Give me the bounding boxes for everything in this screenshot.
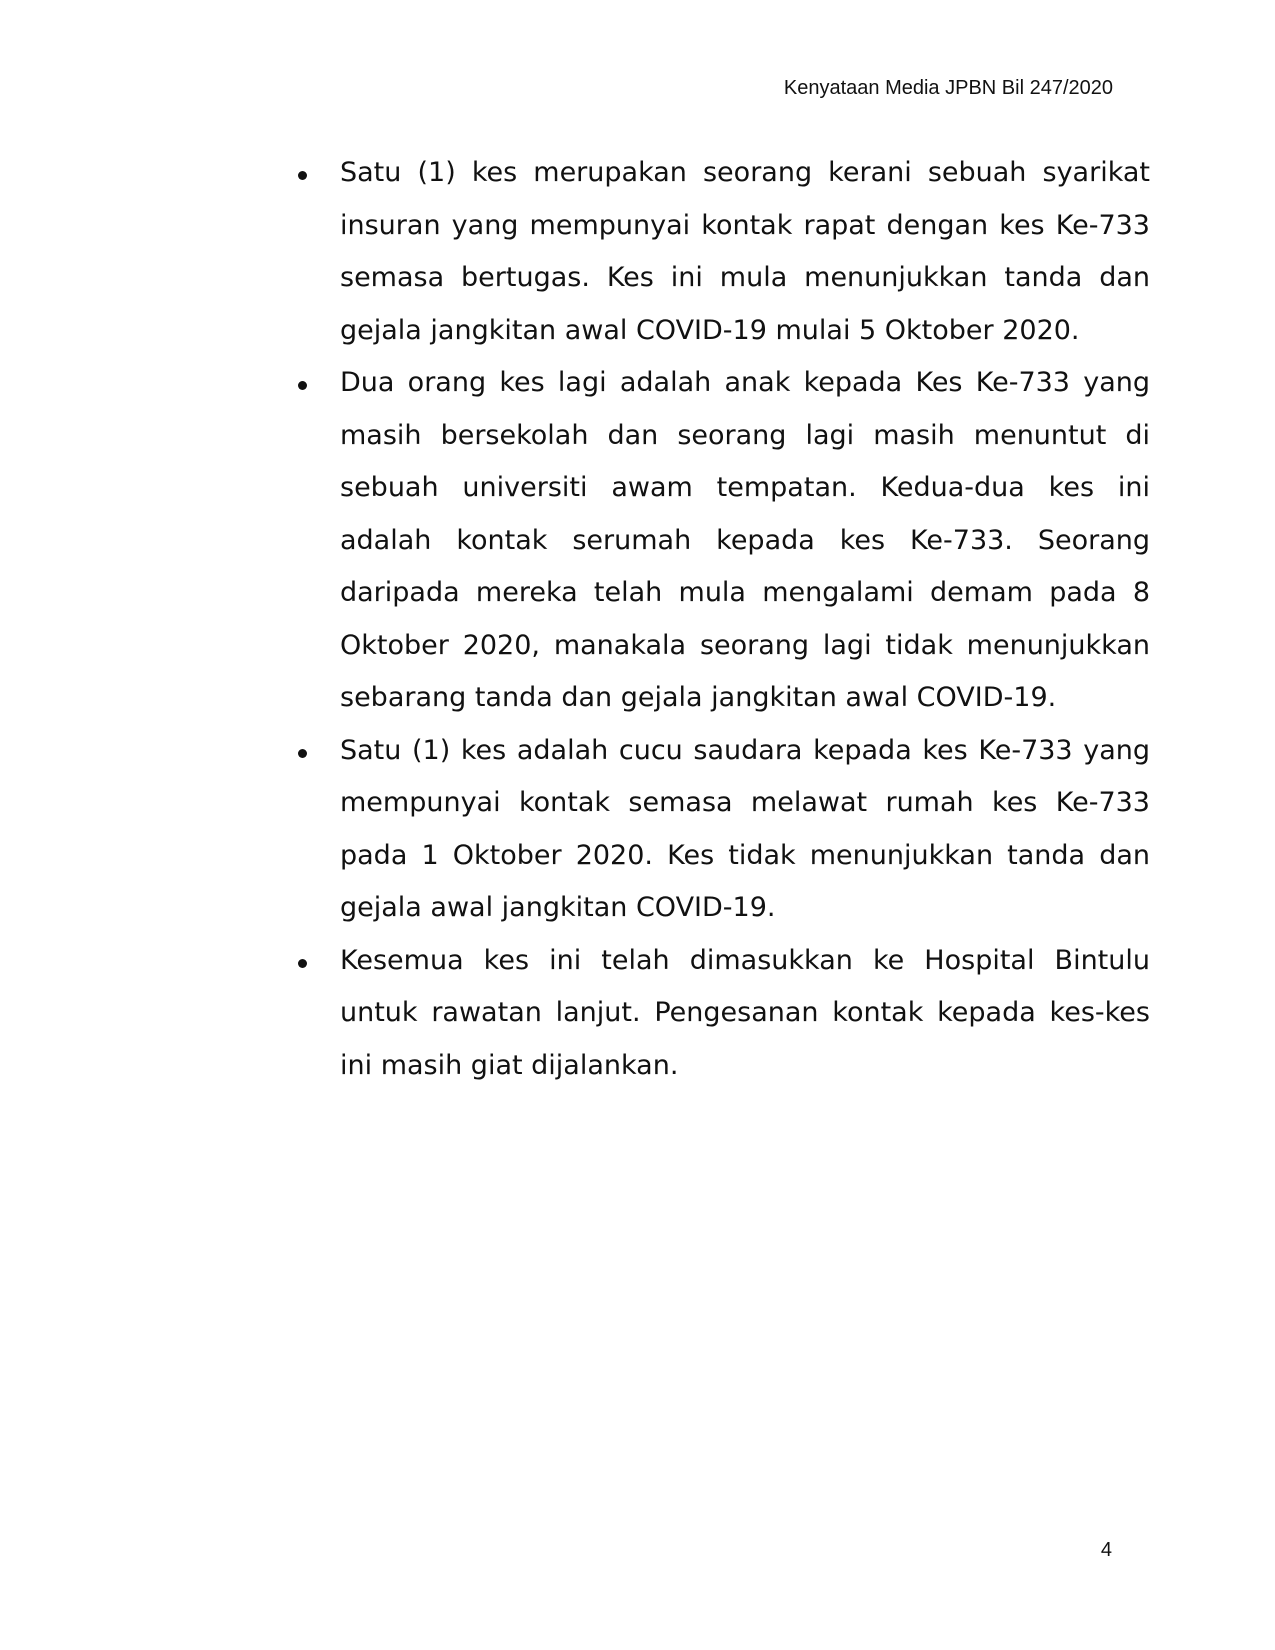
- bullet-text: Dua orang kes lagi adalah anak kepada Kes Ke-733 yang masih bersekolah dan seorang lagi masih menuntut di sebuah universiti awam tempatan. Kedua-dua kes ini adalah kontak serumah kepada kes Ke-733. Seorang daripada mereka telah mula mengalami demam pada 8 Oktober 2020, manakala seorang lagi tidak menunjukkan sebarang tanda dan gejala jangkitan awal COVID-19.: [340, 367, 1150, 713]
- bullet-text: Satu (1) kes adalah cucu saudara kepada kes Ke-733 yang mempunyai kontak semasa melawat rumah kes Ke-733 pada 1 Oktober 2020. Kes tidak menunjukkan tanda dan gejala awal jangkitan COVID-19.: [340, 734, 1150, 923]
- list-item: [284, 935, 1150, 1093]
- list-item: [284, 725, 1150, 935]
- page-number: 4: [1100, 1539, 1112, 1561]
- document-reference-header: Kenyataan Media JPBN Bil 247/2020: [783, 77, 1113, 99]
- bullet-icon: [298, 171, 307, 180]
- document-body: [284, 147, 1150, 1092]
- case-details-list: [284, 147, 1150, 1092]
- bullet-text: Kesemua kes ini telah dimasukkan ke Hospital Bintulu untuk rawatan lanjut. Pengesanan kontak kepada kes-kes ini masih giat dijalankan.: [340, 944, 1150, 1081]
- bullet-icon: [298, 381, 307, 390]
- bullet-text: Satu (1) kes merupakan seorang kerani sebuah syarikat insuran yang mempunyai kontak rapat dengan kes Ke-733 semasa bertugas. Kes ini mula menunjukkan tanda dan gejala jangkitan awal COVID-19 mulai 5 Oktober 2020.: [340, 157, 1150, 346]
- bullet-icon: [298, 749, 307, 758]
- list-item: [284, 357, 1150, 725]
- list-item: [284, 147, 1150, 357]
- bullet-icon: [298, 959, 307, 968]
